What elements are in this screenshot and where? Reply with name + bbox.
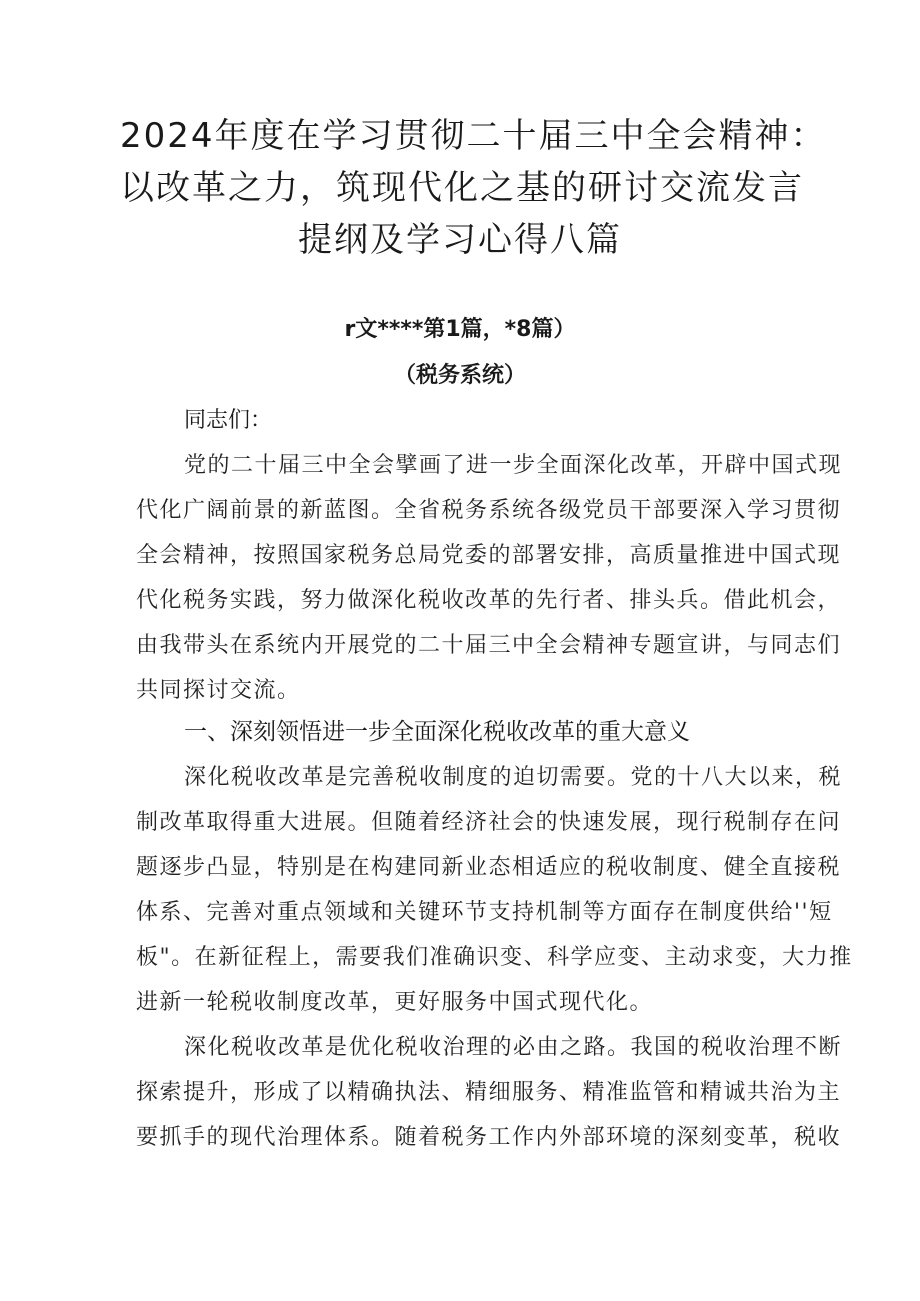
paragraph-line: 代化广阔前景的新蓝图。全省税务系统各级党员干部要深入学习贯彻 [136,498,842,523]
paragraph-line: 代化税务实践，努力做深化税收改革的先行者、排头兵。借此机会， [136,588,842,613]
paragraph-1 [136,443,843,713]
paragraph-line: 深化税收改革是完善税收制度的迫切需要。党的十八大以来，税 [184,765,843,790]
paragraph-line: 深化税收改革是优化税收治理的必由之路。我国的税收治理不断 [184,1035,843,1060]
paragraph-line: 板"。在新征程上，需要我们准确识变、科学应变、主动求变，大力推 [136,945,853,970]
paragraph-line: 要抓手的现代治理体系。随着税务工作内外部环境的深刻变革，税收 [136,1125,842,1150]
paragraph-line: 题逐步凸显，特别是在构建同新业态相适应的税收制度、健全直接税 [136,855,842,880]
document-subtitle: r文****第1篇，*8篇） [344,317,576,342]
title-line-2: 以改革之力，筑现代化之基的研讨交流发言 [120,168,804,208]
paragraph-line: 全会精神，按照国家税务总局党委的部署安排，高质量推进中国式现 [136,543,842,568]
section-heading-1: 一、深刻领悟进一步全面深化税收改革的重大意义 [184,719,690,745]
title-line-3: 提纲及学习心得八篇 [298,220,622,260]
paragraph-3 [136,1025,843,1160]
paragraph-2 [136,755,853,1025]
document-title [120,110,827,266]
paragraph-line: 进新一轮税收制度改革，更好服务中国式现代化。 [136,990,654,1015]
paragraph-line: 共同探讨交流。 [136,678,301,703]
paragraph-line: 由我带头在系统内开展党的二十届三中全会精神专题宣讲，与同志们 [136,633,842,658]
paragraph-line: 党的二十届三中全会擘画了进一步全面深化改革，开辟中国式现 [184,453,843,478]
department-label: （税务系统） [393,363,526,388]
title-line-1: 2024年度在学习贯彻二十届三中全会精神： [120,116,827,156]
paragraph-line: 体系、完善对重点领域和关键环节支持机制等方面存在制度供给''短 [136,900,833,925]
paragraph-line: 制改革取得重大进展。但随着经济社会的快速发展，现行税制存在问 [136,810,842,835]
paragraph-line: 探索提升，形成了以精确执法、精细服务、精准监管和精诚共治为主 [136,1080,842,1105]
greeting: 同志们： [184,408,273,433]
